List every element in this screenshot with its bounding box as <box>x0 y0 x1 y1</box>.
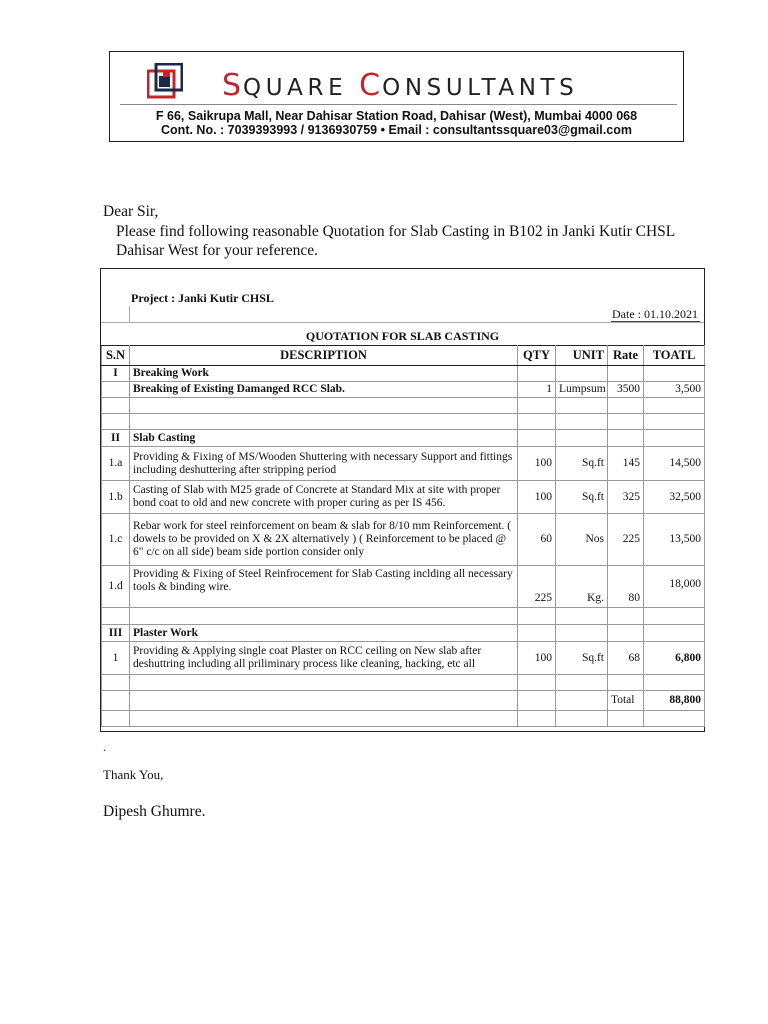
letter-body: Please find following reasonable Quotation for Slab Casting in B102 in Janki Kutir CHSL Dahisar West for your reference. <box>116 223 675 259</box>
empty-row <box>102 711 705 727</box>
item-rate: 68 <box>608 642 644 675</box>
item-rate: 3500 <box>608 382 644 398</box>
quotation-title: QUOTATION FOR SLAB CASTING <box>305 329 500 343</box>
section-sn: I <box>102 366 130 382</box>
table-header-row <box>102 346 705 366</box>
item-description: Providing & Fixing of Steel Reinfrocement for Slab Casting inclding all necessary tools & binding wire. <box>130 566 518 608</box>
item-unit: Sq.ft <box>556 447 608 481</box>
company-contact: Cont. No. : 7039393993 / 9136930759 • Email : consultantssquare03@gmail.com <box>161 123 632 137</box>
header-total: TOATL <box>644 346 705 366</box>
empty-row <box>102 675 705 691</box>
header-unit: UNIT <box>556 346 608 366</box>
header-description: DESCRIPTION <box>130 346 518 366</box>
item-rate: 325 <box>608 481 644 514</box>
item-qty: 225 <box>518 566 556 608</box>
item-unit: Sq.ft <box>556 642 608 675</box>
company-initial-s: S <box>222 68 244 103</box>
empty-row <box>102 398 705 414</box>
item-rate: 225 <box>608 514 644 566</box>
company-name-part-1: QUARE <box>243 75 360 101</box>
separator-dot: . <box>103 740 106 754</box>
item-qty: 60 <box>518 514 556 566</box>
quotation-sheet <box>100 268 705 732</box>
item-total: 32,500 <box>644 481 705 514</box>
table-row <box>102 566 705 608</box>
title-divider <box>101 322 704 323</box>
table-row <box>102 642 705 675</box>
item-sn: 1.c <box>102 514 130 566</box>
section-title: Slab Casting <box>130 430 518 447</box>
table-row <box>102 382 705 398</box>
quotation-date: Date : 01.10.2021 <box>612 307 698 321</box>
item-unit: Kg. <box>556 566 608 608</box>
company-initial-c: C <box>359 68 383 103</box>
table-row <box>102 481 705 514</box>
section-sn: III <box>102 625 130 642</box>
item-unit: Nos <box>556 514 608 566</box>
letterhead-contact-block <box>110 109 683 137</box>
item-description: Breaking of Existing Damanged RCC Slab. <box>130 382 518 398</box>
item-unit: Lumpsum <box>556 382 608 398</box>
quotation-table <box>101 345 705 727</box>
company-name <box>222 68 578 103</box>
section-title: Plaster Work <box>130 625 518 642</box>
project-divider <box>129 306 130 322</box>
project-name: Project : Janki Kutir CHSL <box>131 291 274 305</box>
header-rate: Rate <box>608 346 644 366</box>
item-sn: 1 <box>102 642 130 675</box>
item-rate: 145 <box>608 447 644 481</box>
company-address: F 66, Saikrupa Mall, Near Dahisar Station Road, Dahisar (West), Mumbai 4000 068 <box>155 109 638 123</box>
item-description: Providing & Fixing of MS/Wooden Shuttering with necessary Support and fittings including deshuttering after stripping period <box>130 447 518 481</box>
item-description: Casting of Slab with M25 grade of Concrete at Standard Mix at site with proper bond coat to old and new concrete with proper curing as per IS 456. <box>130 481 518 514</box>
empty-row <box>102 414 705 430</box>
item-sn: 1.b <box>102 481 130 514</box>
total-row <box>102 691 705 711</box>
section-sn: II <box>102 430 130 447</box>
letterhead-divider <box>120 104 677 105</box>
section-row <box>102 430 705 447</box>
section-row <box>102 625 705 642</box>
table-row <box>102 447 705 481</box>
item-qty: 100 <box>518 642 556 675</box>
square-logo-icon <box>147 63 183 99</box>
section-title: Breaking Work <box>130 366 518 382</box>
item-total: 14,500 <box>644 447 705 481</box>
empty-row <box>102 608 705 625</box>
item-description: Rebar work for steel reinforcement on beam & slab for 8/10 mm Reinforcement. ( dowels to be provided on X & 2X alternatively ) ( Reinforcement to be placed @ 6" c/c on all side) beam side portion consider only <box>130 514 518 566</box>
item-description: Providing & Applying single coat Plaster on RCC ceiling on New slab after deshuttring including all priliminary process like cleaning, hacking, etc all <box>130 642 518 675</box>
signature-name: Dipesh Ghumre. <box>103 803 206 820</box>
grand-total: 88,800 <box>644 691 705 711</box>
item-qty: 100 <box>518 481 556 514</box>
item-total: 13,500 <box>644 514 705 566</box>
item-sn: 1.d <box>102 566 130 608</box>
item-sn: 1.a <box>102 447 130 481</box>
header-qty: QTY <box>518 346 556 366</box>
item-rate: 80 <box>608 566 644 608</box>
table-row <box>102 514 705 566</box>
item-qty: 100 <box>518 447 556 481</box>
header-sn: S.N <box>102 346 130 366</box>
closing-thanks: Thank You, <box>103 767 164 782</box>
item-qty: 1 <box>518 382 556 398</box>
total-label: Total <box>608 691 644 711</box>
section-row <box>102 366 705 382</box>
letterhead <box>109 51 684 142</box>
company-name-part-2: ONSULTANTS <box>382 75 579 101</box>
item-total: 18,000 <box>644 566 705 608</box>
item-total: 3,500 <box>644 382 705 398</box>
item-total: 6,800 <box>644 642 705 675</box>
salutation: Dear Sir, <box>103 203 159 220</box>
item-unit: Sq.ft <box>556 481 608 514</box>
